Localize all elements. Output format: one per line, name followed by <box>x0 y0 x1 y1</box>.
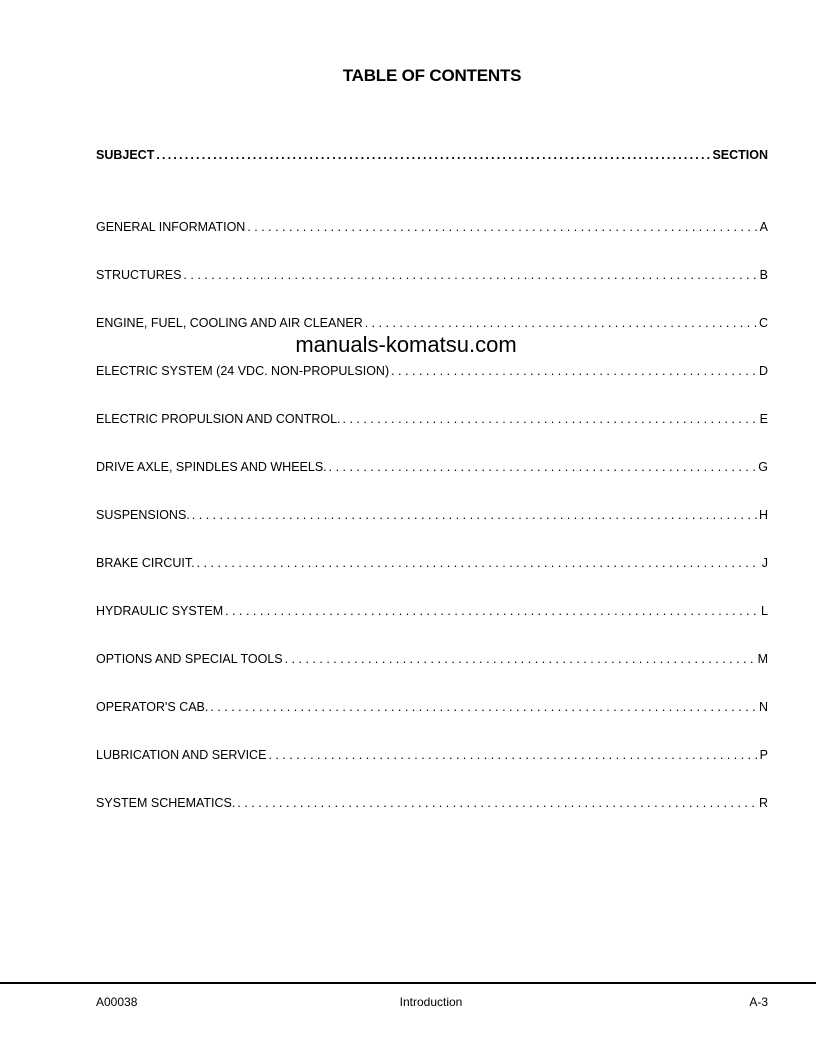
toc-entry <box>96 602 768 620</box>
toc-entry-label: HYDRAULIC SYSTEM <box>96 604 224 618</box>
toc-leader <box>192 506 757 524</box>
watermark-text: manuals-komatsu.com <box>295 332 517 357</box>
toc-entry-section: D <box>758 364 768 378</box>
toc-entry <box>96 506 768 524</box>
toc-header-row <box>96 146 768 164</box>
toc-entry <box>96 554 768 572</box>
toc-leader <box>225 602 759 620</box>
toc-leader <box>343 410 758 428</box>
toc-entry-section: J <box>761 556 768 570</box>
toc-leader <box>285 650 756 668</box>
toc-leader <box>237 794 757 812</box>
toc-entry-section: L <box>761 604 768 618</box>
footer-page-number: A-3 <box>749 995 768 1009</box>
toc-entry <box>96 458 768 476</box>
toc-entry <box>96 746 768 764</box>
toc-header-section: SECTION <box>712 148 768 162</box>
toc-entry-section: B <box>759 268 768 282</box>
toc-entry-section: N <box>758 700 768 714</box>
toc-entry <box>96 698 768 716</box>
toc-entry <box>96 218 768 236</box>
toc-entry <box>96 314 768 332</box>
toc-entry-label: STRUCTURES <box>96 268 182 282</box>
toc-leader <box>391 362 757 380</box>
toc-entry <box>96 650 768 668</box>
toc-leader <box>183 266 757 284</box>
toc-entry <box>96 362 768 380</box>
toc-leader <box>156 146 710 164</box>
toc-entry-section: C <box>758 316 768 330</box>
toc-leader <box>329 458 757 476</box>
toc-entry-label: SYSTEM SCHEMATICS. <box>96 796 236 810</box>
toc-entry-section: G <box>758 460 768 474</box>
footer-divider <box>0 982 816 984</box>
toc-header-subject: SUBJECT <box>96 148 155 162</box>
toc-leader <box>365 314 757 332</box>
toc-entry-label: OPERATOR'S CAB. <box>96 700 209 714</box>
footer-chapter: Introduction <box>399 995 463 1009</box>
toc-entry-section: M <box>757 652 768 666</box>
toc-entry-label: GENERAL INFORMATION <box>96 220 246 234</box>
toc-entry-label: ENGINE, FUEL, COOLING AND AIR CLEANER <box>96 316 363 330</box>
toc-leader <box>210 698 757 716</box>
toc-entry-label: LUBRICATION AND SERVICE <box>96 748 267 762</box>
toc-entry <box>96 794 768 812</box>
toc-entry-section: R <box>758 796 768 810</box>
toc-entry-label: DRIVE AXLE, SPINDLES AND WHEELS. <box>96 460 327 474</box>
toc-entry-section: E <box>759 412 768 426</box>
toc-leader <box>197 554 760 572</box>
toc-entry-section: H <box>758 508 768 522</box>
footer-document-id: A00038 <box>96 995 138 1009</box>
toc-entry-label: BRAKE CIRCUIT. <box>96 556 195 570</box>
toc-entry-label: OPTIONS AND SPECIAL TOOLS <box>96 652 283 666</box>
toc-leader <box>268 746 757 764</box>
toc-entry <box>96 410 768 428</box>
toc-entry-label: ELECTRIC SYSTEM (24 VDC. NON-PROPULSION) <box>96 364 390 378</box>
toc-entry-label: ELECTRIC PROPULSION AND CONTROL. <box>96 412 341 426</box>
toc-entry-section: A <box>759 220 768 234</box>
toc-leader <box>247 218 757 236</box>
toc-entry-label: SUSPENSIONS. <box>96 508 190 522</box>
toc-entry-section: P <box>759 748 768 762</box>
page-title: TABLE OF CONTENTS <box>342 66 522 85</box>
toc-entry <box>96 266 768 284</box>
